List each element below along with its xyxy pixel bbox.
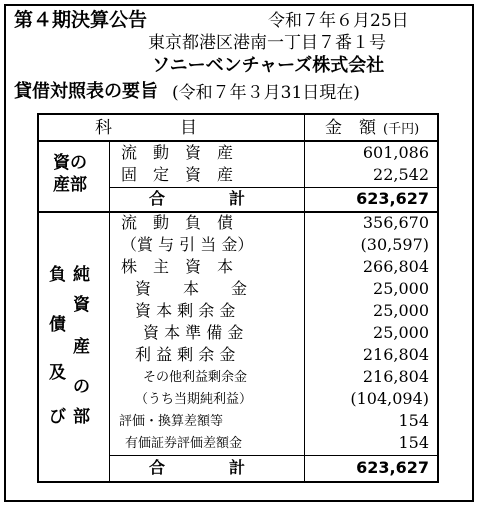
liab-row-amount: 154 (398, 411, 429, 430)
assets-label-line2: 産部 (53, 175, 87, 195)
liab-row-amount: 154 (398, 433, 429, 452)
liab-row-amount: 25,000 (373, 301, 429, 320)
liab-row-name: 利 益 剰 余 金 (135, 345, 236, 364)
liab-row-name: 有価証券評価差額金 (125, 436, 243, 451)
assets-total-rule (109, 187, 437, 188)
liab-row-name: 資 本 準 備 金 (143, 323, 244, 342)
net-assets-label-char: の (73, 377, 90, 397)
amount-column-divider (304, 115, 305, 481)
net-assets-label-char: 純 (73, 265, 90, 285)
statement-title: 貸借対照表の要旨 (14, 81, 158, 102)
liab-total-rule (109, 455, 437, 456)
company-address: 東京都港区港南一丁目７番１号 (148, 33, 386, 53)
liab-label-char: 債 (49, 315, 66, 335)
liab-row-amount: (30,597) (360, 235, 429, 254)
group-column-divider (109, 140, 110, 481)
liab-row-amount: 25,000 (373, 279, 429, 298)
asset-row-name: 流 動 資 産 (121, 143, 234, 162)
net-assets-label-char: 資 (73, 295, 90, 315)
liab-row-amount: 25,000 (373, 323, 429, 342)
assets-total-amount: 623,627 (356, 189, 429, 208)
liab-total-amount: 623,627 (356, 458, 429, 477)
statement-period: (令和７年３月31日現在) (172, 83, 360, 103)
liab-label-char: 負 (49, 265, 66, 285)
asset-row-amount: 22,542 (373, 165, 429, 184)
notice-title: 第４期決算公告 (14, 9, 148, 31)
liab-row-name: 評価・換算差額等 (119, 414, 224, 429)
liab-row-amount: 266,804 (362, 257, 429, 276)
liab-row-name: 株 主 資 本 (121, 257, 234, 276)
liab-row-name: （うち当期純利益） (135, 392, 253, 407)
liab-total-label: 合 計 (149, 458, 246, 477)
liab-row-amount: 356,670 (362, 213, 429, 232)
net-assets-label-char: 産 (73, 337, 90, 357)
liab-row-name: 資 本 剰 余 金 (135, 301, 236, 320)
liab-row-name: その他利益剰余金 (143, 370, 248, 385)
asset-row-amount: 601,086 (362, 143, 429, 162)
asset-row-name: 固 定 資 産 (121, 165, 234, 184)
company-name: ソニーベンチャーズ株式会社 (152, 55, 385, 76)
assets-total-label: 合 計 (149, 189, 246, 208)
liab-row-name: 資 本 金 (135, 279, 248, 298)
assets-label-line1: 資の (53, 153, 87, 173)
liab-row-amount: (104,094) (350, 389, 429, 408)
liab-row-amount: 216,804 (362, 367, 429, 386)
net-assets-label-char: 部 (73, 407, 90, 427)
liab-label-char: び (49, 407, 66, 427)
column-header-amount: 金 額 (325, 118, 376, 138)
header-rule (39, 140, 437, 142)
liab-row-name: 流 動 負 債 (121, 213, 234, 232)
notice-date: 令和７年６月25日 (268, 11, 409, 31)
column-header-unit: (千円) (383, 122, 420, 137)
liab-row-amount: 216,804 (362, 345, 429, 364)
balance-sheet-table (37, 113, 439, 483)
liab-label-char: 及 (49, 363, 66, 383)
liab-row-name: （賞 与 引 当 金） (121, 235, 254, 254)
column-header-item: 科 目 (95, 118, 197, 138)
